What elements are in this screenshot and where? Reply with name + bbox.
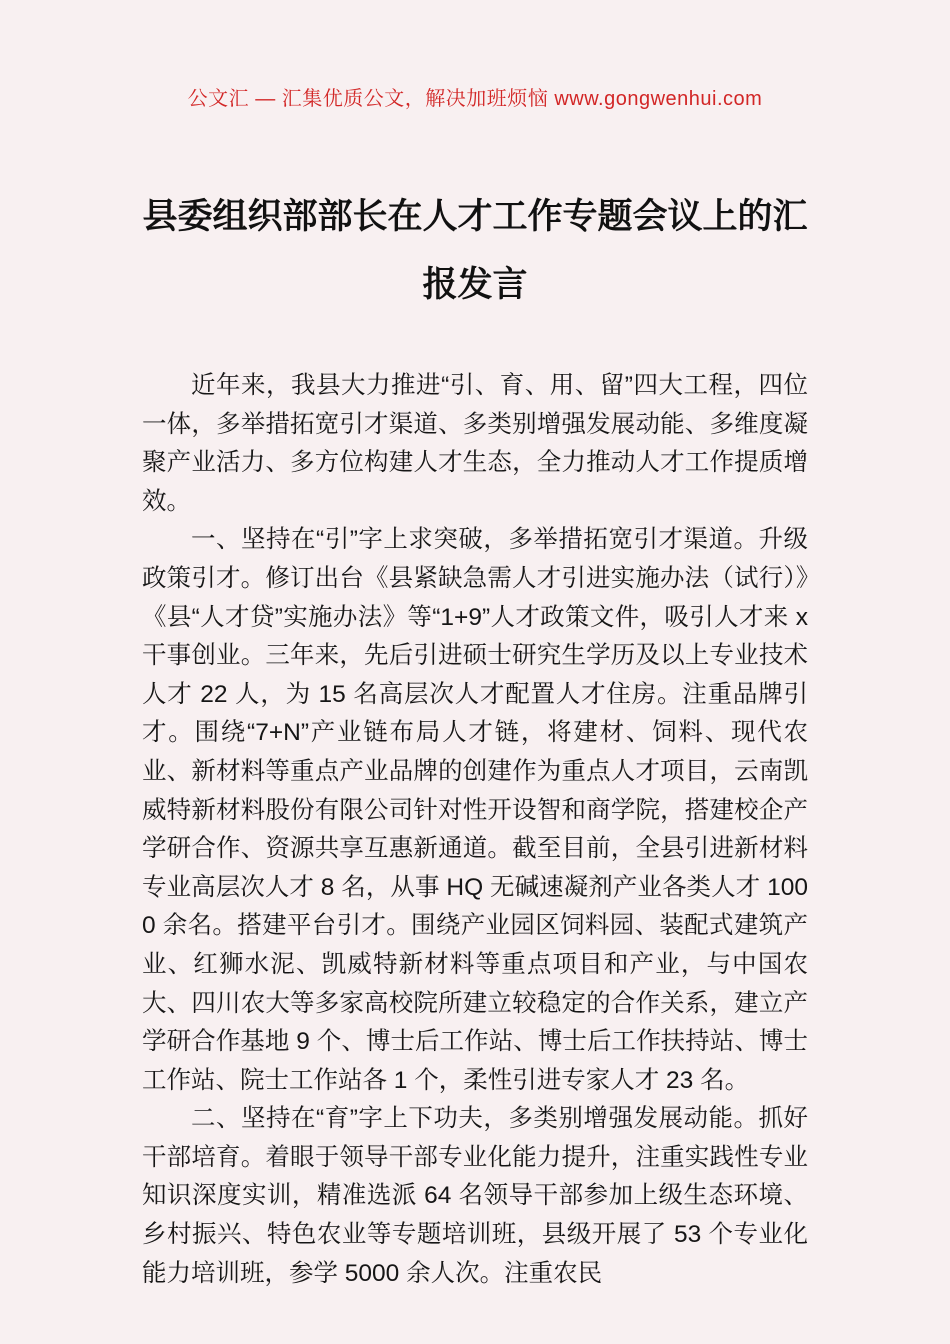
site-notice-banner: 公文汇 — 汇集优质公文，解决加班烦恼 www.gongwenhui.com xyxy=(187,88,763,110)
paragraph-section-2: 二、坚持在“育”字上下功夫，多类别增强发展动能。抓好干部培育。着眼于领导干部专业化能力提升，注重实践性专业知识深度实训，精准选派 64 名领导干部参加上级生态环境、乡村振兴、特色农业等专题培训班，县级开展了 53 个专业化能力培训班，参学 5000 余人次。注重农民 xyxy=(142,1105,808,1287)
document-body xyxy=(142,367,808,1293)
paragraph-intro: 近年来，我县大力推进“引、育、用、留”四大工程，四位一体，多举措拓宽引才渠道、多类别增强发展动能、多维度凝聚产业活力、多方位构建人才生态，全力推动人才工作提质增效。 xyxy=(142,372,808,515)
paragraph-section-1: 一、坚持在“引”字上求突破，多举措拓宽引才渠道。升级政策引才。修订出台《县紧缺急需人才引进实施办法（试行）》《县“人才贷”实施办法》等“1+9”人才政策文件，吸引人才来 x 干事创业。三年来，先后引进硕士研究生学历及以上专业技术人才 22 人，为 15 名高层次人才配置人才住房。注重品牌引才。围绕“7+N”产业链布局人才链，将建材、饲料、现代农业、新材料等重点产业品牌的创建作为重点人才项目，云南凯威特新材料股份有限公司针对性开设智和商学院，搭建校企产学研合作、资源共享互惠新通道。截至目前，全县引进新材料专业高层次人才 8 名，从事 HQ 无碱速凝剂产业各类人才 1000 余名。搭建平台引才。围绕产业园区饲料园、装配式建筑产业、红狮水泥、凯威特新材料等重点项目和产业，与中国农大、四川农大等多家高校院所建立较稳定的合作关系，建立产学研合作基地 9 个、博士后工作站、博士后工作扶持站、博士工作站、院士工作站各 1 个，柔性引进专家人才 23 名。 xyxy=(142,526,808,1094)
document-title: 县委组织部部长在人才工作专题会议上的汇报发言 xyxy=(142,197,808,304)
